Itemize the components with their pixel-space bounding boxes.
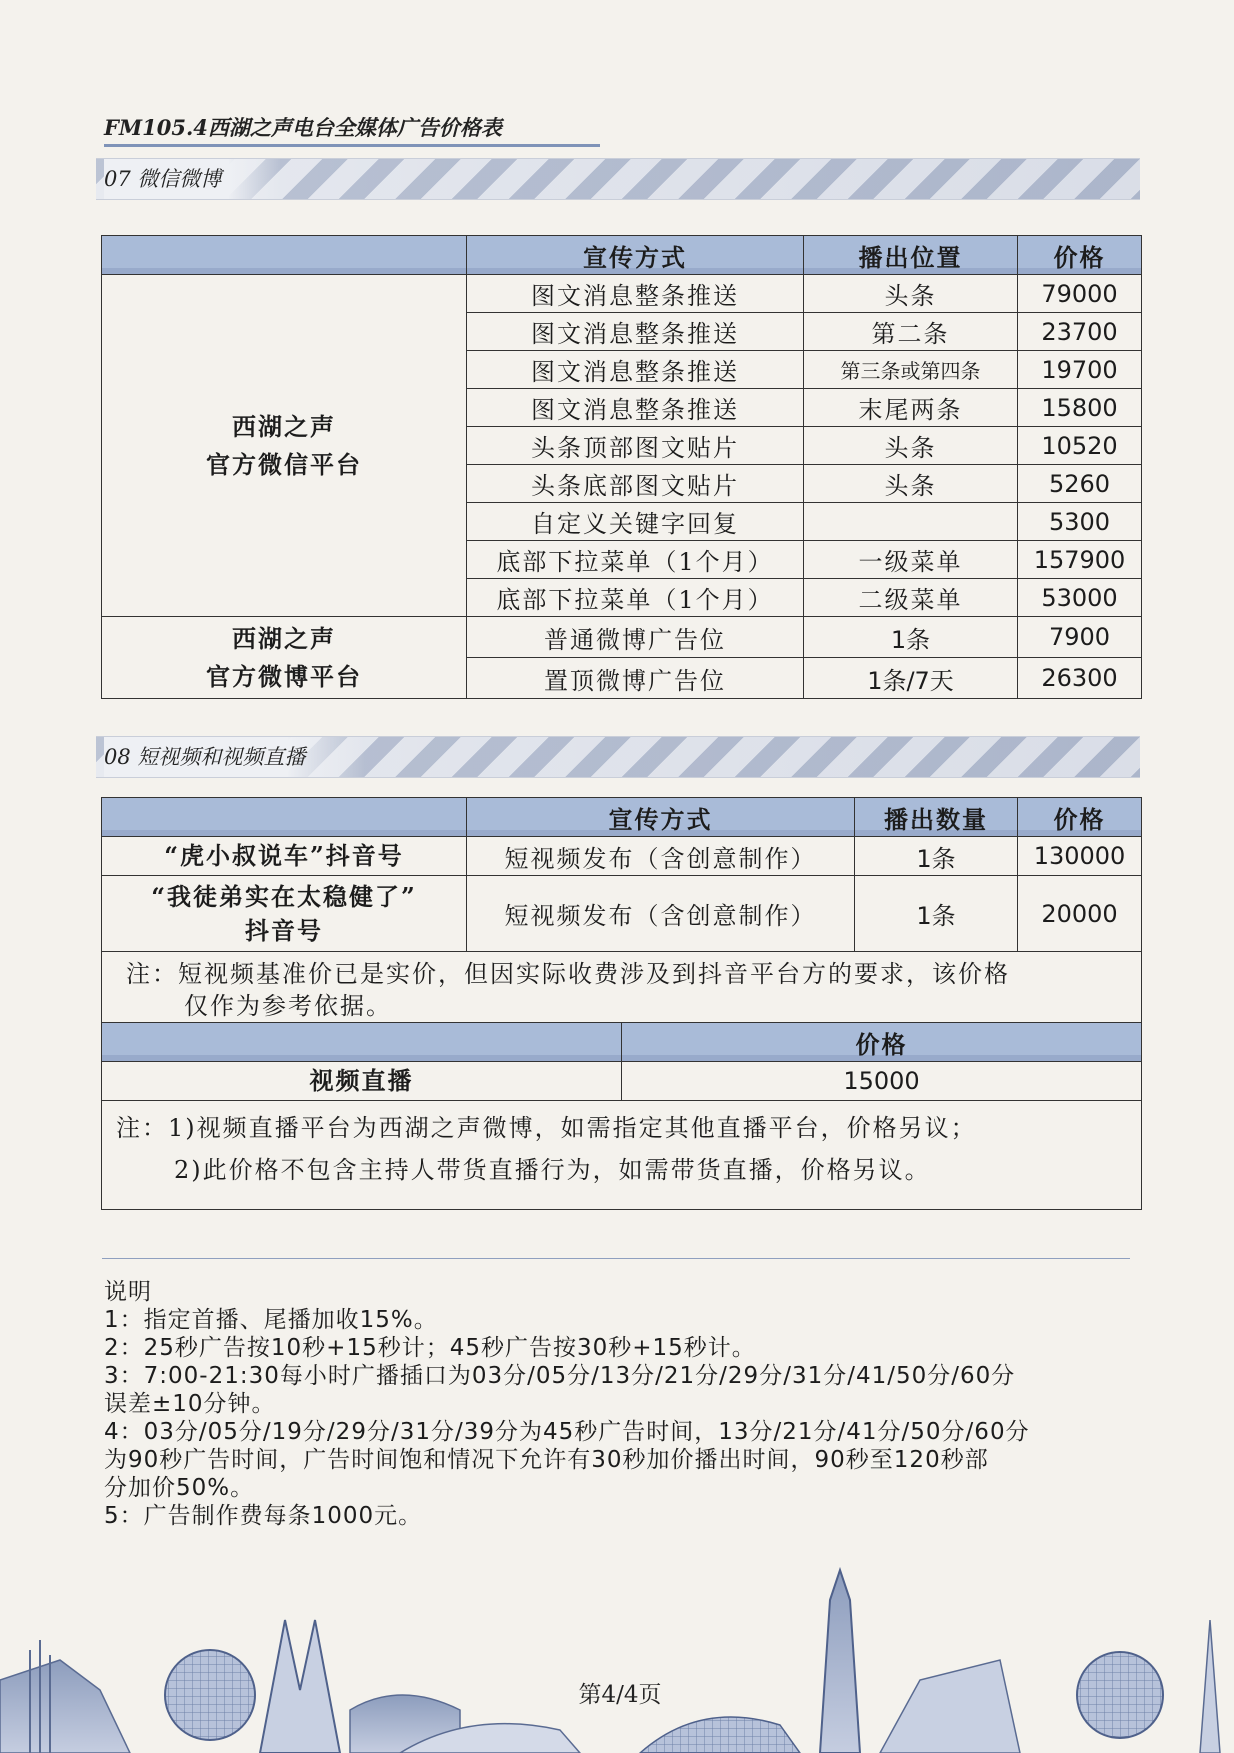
position-cell: 第二条 [804, 313, 1018, 351]
price-cell: 157900 [1018, 541, 1142, 579]
wechat-group-line2: 官方微信平台 [206, 449, 362, 479]
price-cell: 19700 [1018, 351, 1142, 389]
header-price: 价格 [1018, 798, 1142, 837]
table-row [102, 876, 1142, 952]
table-header-row [102, 798, 1142, 837]
price-cell: 7900 [1018, 617, 1142, 658]
price-cell: 26300 [1018, 658, 1142, 699]
method-cell: 图文消息整条推送 [467, 313, 804, 351]
page-number: 第4/4页 [578, 1682, 662, 1708]
method-cell: 置顶微博广告位 [467, 658, 804, 699]
header-method: 宣传方式 [467, 236, 804, 275]
wechat-group-line1: 西湖之声 [232, 411, 336, 441]
header-empty [102, 1023, 622, 1062]
short-video-price-table [101, 797, 1142, 1029]
price-cell: 5300 [1018, 503, 1142, 541]
skyline-buildings [0, 1570, 1220, 1753]
notes-item: 4：03分/05分/19分/29分/31分/39分为45秒广告时间，13分/21分/41分/50分/60分 [104, 1419, 1030, 1445]
notes-block [104, 1278, 1144, 1530]
notes-divider [102, 1258, 1130, 1259]
price-cell: 10520 [1018, 427, 1142, 465]
price-cell: 23700 [1018, 313, 1142, 351]
live-stream-price-table [101, 1022, 1142, 1210]
short-video-note-line1: 注：短视频基准价已是实价，但因实际收费涉及到抖音平台方的要求，该价格 [126, 960, 1010, 988]
method-cell: 头条底部图文贴片 [467, 465, 804, 503]
weibo-group-line2: 官方微博平台 [206, 661, 362, 691]
position-cell: 1条/7天 [804, 658, 1018, 699]
header-method: 宣传方式 [467, 798, 855, 837]
weibo-group-line1: 西湖之声 [232, 623, 336, 653]
position-cell: 头条 [804, 275, 1018, 313]
live-note-line2: 2)此价格不包含主持人带货直播行为，如需带货直播，价格另议。 [174, 1156, 931, 1184]
method-cell: 短视频发布（含创意制作） [467, 837, 855, 876]
position-cell: 头条 [804, 465, 1018, 503]
method-cell: 底部下拉菜单（1个月） [467, 541, 804, 579]
method-cell: 头条顶部图文贴片 [467, 427, 804, 465]
wechat-group-cell [102, 275, 467, 617]
price-cell: 130000 [1018, 837, 1142, 876]
header-empty [102, 798, 467, 837]
account-cell [102, 876, 467, 952]
live-price-cell: 15000 [622, 1062, 1142, 1101]
price-cell: 20000 [1018, 876, 1142, 952]
live-label-cell: 视频直播 [102, 1062, 622, 1101]
skyline-illustration [0, 1560, 1234, 1753]
method-cell: 图文消息整条推送 [467, 389, 804, 427]
price-cell: 15800 [1018, 389, 1142, 427]
section-07-label: 07 微信微博 [104, 159, 281, 199]
short-video-note-line2: 仅作为参考依据。 [184, 992, 392, 1020]
method-cell: 普通微博广告位 [467, 617, 804, 658]
table-header-row [102, 1023, 1142, 1062]
table-header-row [102, 236, 1142, 275]
live-note [102, 1101, 1142, 1210]
header-empty [102, 236, 467, 275]
method-cell: 图文消息整条推送 [467, 275, 804, 313]
table-row [102, 617, 1142, 658]
method-cell: 短视频发布（含创意制作） [467, 876, 855, 952]
notes-heading: 说明 [104, 1279, 152, 1305]
account-line1: “我徒弟实在太稳健了” [151, 881, 417, 911]
header-price: 价格 [622, 1023, 1142, 1062]
position-cell: 1条 [804, 617, 1018, 658]
header-position: 播出位置 [804, 236, 1018, 275]
section-08-label: 08 短视频和视频直播 [104, 737, 365, 777]
quantity-cell: 1条 [855, 837, 1018, 876]
method-cell: 自定义关键字回复 [467, 503, 804, 541]
position-cell: 第三条或第四条 [804, 351, 1018, 389]
section-08-bar [96, 736, 1140, 778]
weibo-group-cell [102, 617, 467, 699]
table-row [102, 952, 1142, 1029]
wechat-weibo-price-table [101, 235, 1142, 699]
position-cell: 二级菜单 [804, 579, 1018, 617]
header-price: 价格 [1018, 236, 1142, 275]
notes-item: 误差±10分钟。 [104, 1391, 276, 1417]
price-cell: 5260 [1018, 465, 1142, 503]
header-quantity: 播出数量 [855, 798, 1018, 837]
price-cell: 53000 [1018, 579, 1142, 617]
table-row [102, 1101, 1142, 1210]
notes-item: 1：指定首播、尾播加收15%。 [104, 1307, 438, 1333]
table-row [102, 837, 1142, 876]
section-07-bar [96, 158, 1140, 200]
notes-item: 为90秒广告时间，广告时间饱和情况下允许有30秒加价播出时间，90秒至120秒部 [104, 1447, 989, 1473]
position-cell: 一级菜单 [804, 541, 1018, 579]
account-line2: 抖音号 [245, 915, 323, 945]
position-cell: 头条 [804, 427, 1018, 465]
method-cell: 图文消息整条推送 [467, 351, 804, 389]
method-cell: 底部下拉菜单（1个月） [467, 579, 804, 617]
quantity-cell: 1条 [855, 876, 1018, 952]
position-cell: 末尾两条 [804, 389, 1018, 427]
short-video-note [102, 952, 1142, 1029]
table-row [102, 1062, 1142, 1101]
price-cell: 79000 [1018, 275, 1142, 313]
table-row [102, 275, 1142, 313]
notes-item: 3：7:00-21:30每小时广播插口为03分/05分/13分/21分/29分/31分/41/50分/60分 [104, 1363, 1016, 1389]
notes-item: 5：广告制作费每条1000元。 [104, 1503, 423, 1529]
document-title: FM105.4西湖之声电台全媒体广告价格表 [104, 112, 600, 147]
notes-item: 2：25秒广告按10秒+15秒计；45秒广告按30秒+15秒计。 [104, 1335, 756, 1361]
notes-item: 分加价50%。 [104, 1475, 255, 1501]
live-note-line1: 注：1)视频直播平台为西湖之声微博，如需指定其他直播平台，价格另议； [116, 1114, 977, 1142]
account-cell: “虎小叔说车”抖音号 [102, 837, 467, 876]
position-cell [804, 503, 1018, 541]
